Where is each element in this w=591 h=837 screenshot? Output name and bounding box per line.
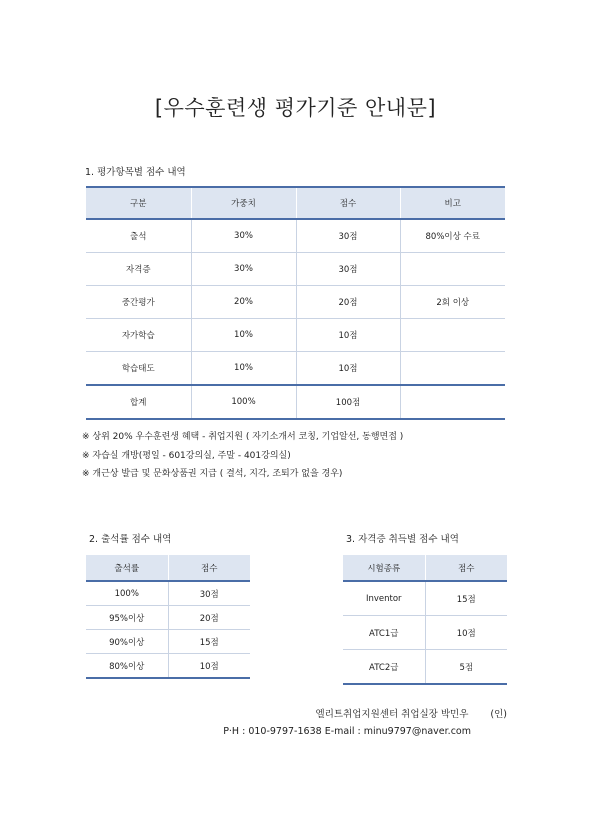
cell: 100점 <box>296 385 400 419</box>
section1-heading: 1. 평가항목별 점수 내역 <box>85 167 186 178</box>
header-note: 비고 <box>400 187 505 219</box>
cell: 10% <box>191 319 296 352</box>
email-address: E-mail : minu9797@naver.com <box>324 726 471 737</box>
table-row <box>86 654 250 679</box>
cell: 10점 <box>168 654 250 679</box>
header-attendance: 출석률 <box>86 555 168 581</box>
cell: 학습태도 <box>86 352 191 386</box>
table-row <box>86 581 250 606</box>
cell: 30% <box>191 253 296 286</box>
table-header-row <box>343 555 507 581</box>
signature-name: 엘리트취업지원센터 취업실장 박민우 <box>315 709 469 720</box>
cell: 출석 <box>86 219 191 253</box>
cell: Inventor <box>343 581 425 616</box>
total-row <box>86 385 505 419</box>
cell: 20점 <box>296 286 400 319</box>
score-items-table <box>86 186 505 420</box>
cell: 30점 <box>296 253 400 286</box>
note-item: ※ 자습실 개방(평일 - 601강의실, 주말 - 401강의실) <box>82 450 291 461</box>
table-row <box>343 650 507 685</box>
cell: 100% <box>86 581 168 606</box>
cell <box>400 319 505 352</box>
cell: ATC1급 <box>343 616 425 650</box>
note-item: ※ 상위 20% 우수훈련생 혜택 - 취업지원 ( 자기소개서 코칭, 기업알선, 동행면접 ) <box>82 432 404 442</box>
cell <box>400 385 505 419</box>
table-row <box>86 286 505 319</box>
table-row <box>343 616 507 650</box>
cell: 95%이상 <box>86 606 168 630</box>
cell: ATC2급 <box>343 650 425 685</box>
certificate-score-table <box>343 555 507 685</box>
cell: 15점 <box>425 581 507 616</box>
header-exam-type: 시험종류 <box>343 555 425 581</box>
table-row <box>86 606 250 630</box>
note-item: ※ 개근상 발급 및 문화상품권 지급 ( 결석, 지각, 조퇴가 없을 경우) <box>82 469 343 479</box>
cell <box>400 352 505 386</box>
signature-line <box>316 706 507 720</box>
cell: 자격증 <box>86 253 191 286</box>
phone-number: P·H : 010-9797-1638 <box>223 726 322 737</box>
cell: 20점 <box>168 606 250 630</box>
cell: 20% <box>191 286 296 319</box>
table-row <box>343 581 507 616</box>
cell: 10점 <box>296 319 400 352</box>
table-row <box>86 319 505 352</box>
cell: 30점 <box>168 581 250 606</box>
header-weight: 가중치 <box>191 187 296 219</box>
cell: 10점 <box>425 616 507 650</box>
cell: 2회 이상 <box>400 286 505 319</box>
cell <box>400 253 505 286</box>
section3-heading: 3. 자격증 취득별 점수 내역 <box>346 534 459 545</box>
seal-mark: (인) <box>490 709 507 720</box>
cell: 10점 <box>296 352 400 386</box>
cell: 30% <box>191 219 296 253</box>
cell: 90%이상 <box>86 630 168 654</box>
header-score: 점수 <box>296 187 400 219</box>
section2-heading: 2. 출석률 점수 내역 <box>89 534 172 545</box>
cell: 자가학습 <box>86 319 191 352</box>
table-row <box>86 219 505 253</box>
cell: 10% <box>191 352 296 386</box>
cell: 80%이상 <box>86 654 168 679</box>
header-category: 구분 <box>86 187 191 219</box>
cell: 중간평가 <box>86 286 191 319</box>
cell: 100% <box>191 385 296 419</box>
page-title: [우수훈련생 평가기준 안내문] <box>154 96 437 120</box>
notes-block <box>82 428 403 484</box>
table-header-row <box>86 187 505 219</box>
header-score: 점수 <box>425 555 507 581</box>
cell: 합계 <box>86 385 191 419</box>
table-row <box>86 630 250 654</box>
cell: 5점 <box>425 650 507 685</box>
cell: 15점 <box>168 630 250 654</box>
table-header-row <box>86 555 250 581</box>
table-row <box>86 253 505 286</box>
contact-line <box>223 726 471 737</box>
table-row <box>86 352 505 386</box>
cell: 80%이상 수료 <box>400 219 505 253</box>
attendance-score-table <box>86 555 250 679</box>
header-score: 점수 <box>168 555 250 581</box>
cell: 30점 <box>296 219 400 253</box>
